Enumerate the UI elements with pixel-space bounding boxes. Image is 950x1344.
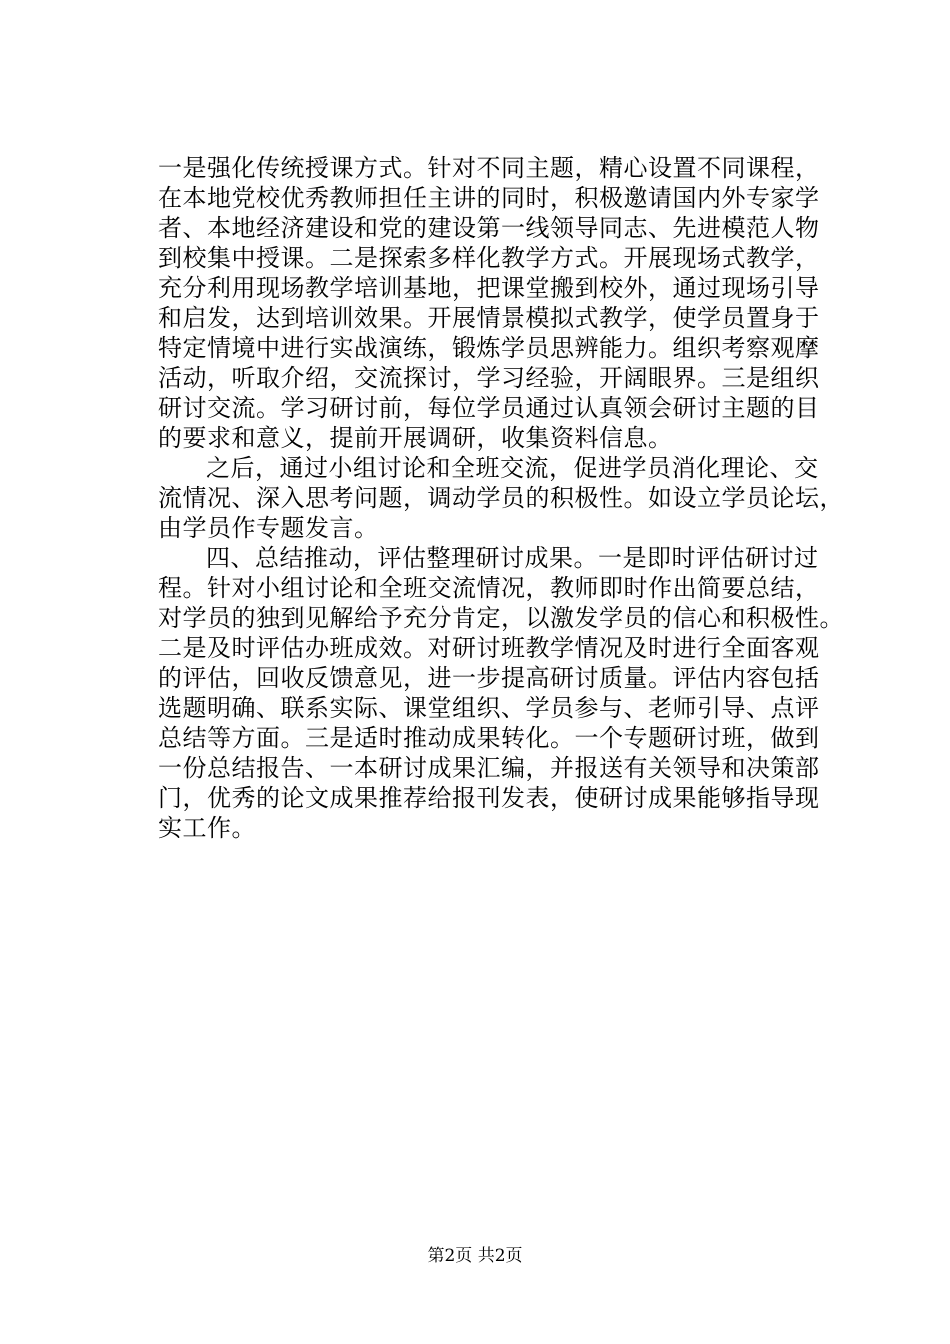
page-footer: 第2页 共2页 (427, 1246, 523, 1266)
paragraph (158, 153, 820, 453)
text-line: 实工作。 (158, 814, 256, 842)
text-line: 一是强化传统授课方式。针对不同主题，精心设置不同课程， (158, 154, 820, 182)
text-line: 特定情境中进行实战演练，锻炼学员思辨能力。组织考察观摩 (158, 334, 820, 362)
text-line: 四、总结推动，评估整理研讨成果。一是即时评估研讨过 (206, 544, 819, 572)
text-line: 二是及时评估办班成效。对研讨班教学情况及时进行全面客观 (158, 634, 820, 662)
text-line: 对学员的独到见解给予充分肯定，以激发学员的信心和积极性。 (158, 604, 844, 632)
paragraph (158, 453, 844, 543)
text-line: 之后，通过小组讨论和全班交流，促进学员消化理论、交 (206, 454, 819, 482)
text-line: 总结等方面。三是适时推动成果转化。一个专题研讨班，做到 (158, 724, 820, 752)
text-line: 的要求和意义，提前开展调研，收集资料信息。 (158, 424, 673, 452)
text-line: 选题明确、联系实际、课堂组织、学员参与、老师引导、点评 (158, 694, 820, 722)
text-line: 一份总结报告、一本研讨成果汇编，并报送有关领导和决策部 (158, 754, 820, 782)
text-line: 活动，听取介绍，交流探讨，学习经验，开阔眼界。三是组织 (158, 364, 820, 392)
text-line: 由学员作专题发言。 (158, 514, 379, 542)
body-text (158, 153, 844, 843)
text-line: 在本地党校优秀教师担任主讲的同时，积极邀请国内外专家学 (158, 184, 820, 212)
text-line: 的评估，回收反馈意见，进一步提高研讨质量。评估内容包括 (158, 664, 820, 692)
text-line: 充分利用现场教学培训基地，把课堂搬到校外，通过现场引导 (158, 274, 820, 302)
text-line: 门，优秀的论文成果推荐给报刊发表，使研讨成果能够指导现 (158, 784, 820, 812)
text-line: 程。针对小组讨论和全班交流情况，教师即时作出简要总结， (158, 574, 820, 602)
text-line: 流情况、深入思考问题，调动学员的积极性。如设立学员论坛， (158, 484, 844, 512)
text-line: 到校集中授课。二是探索多样化教学方式。开展现场式教学， (158, 244, 820, 272)
paragraph (158, 543, 844, 843)
text-line: 研讨交流。学习研讨前，每位学员通过认真领会研讨主题的目 (158, 394, 820, 422)
text-line: 和启发，达到培训效果。开展情景模拟式教学，使学员置身于 (158, 304, 820, 332)
text-line: 者、本地经济建设和党的建设第一线领导同志、先进模范人物 (158, 214, 820, 242)
